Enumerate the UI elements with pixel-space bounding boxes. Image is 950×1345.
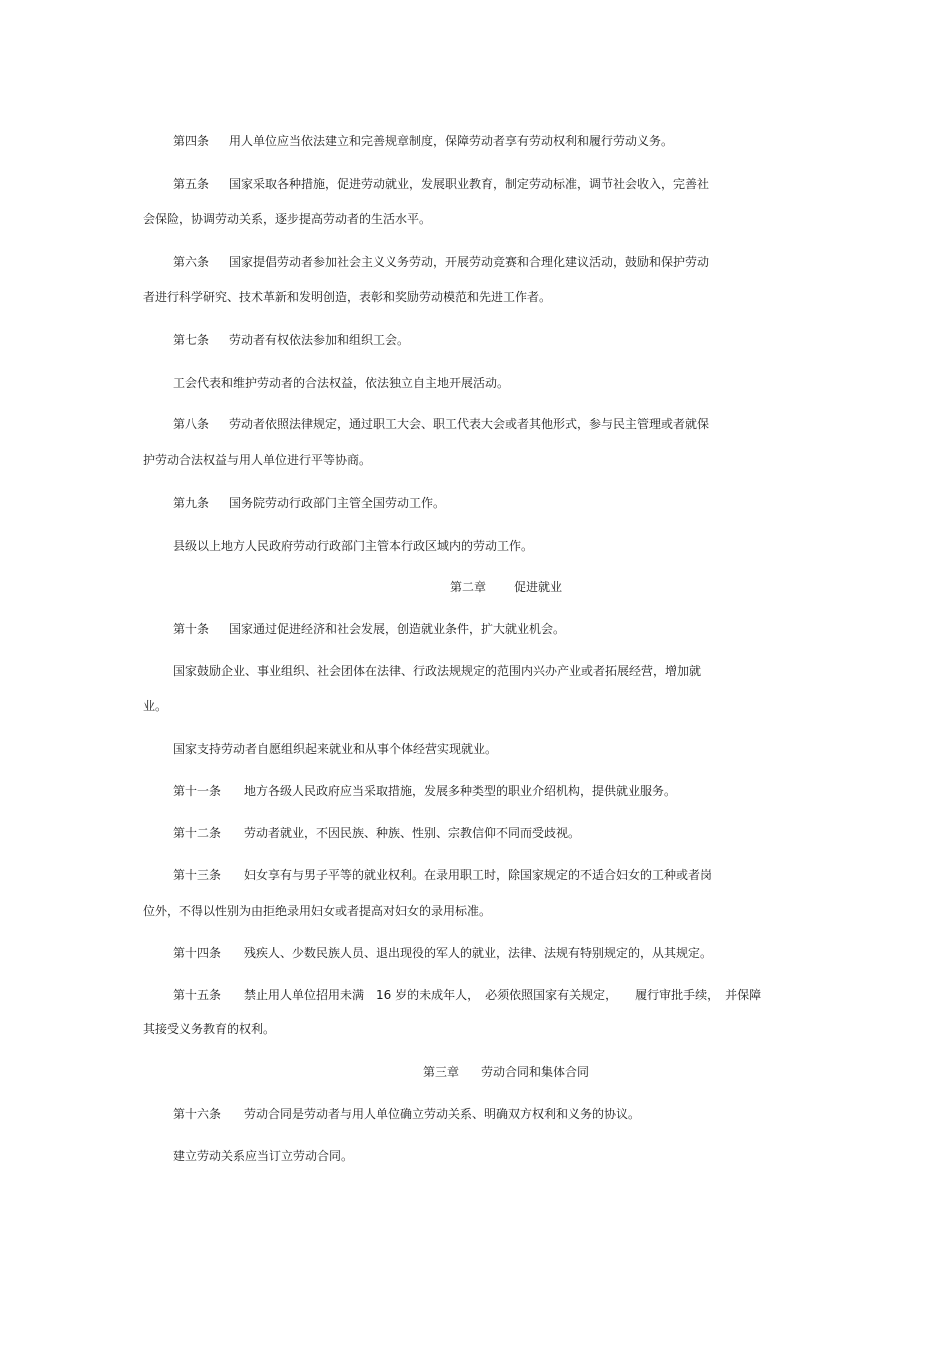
chapter-title: 促进就业 — [514, 580, 563, 594]
paragraph: 国家鼓励企业、事业组织、社会团体在法律、行政法规规定的范围内兴办产业或者拓展经营，增加就 — [173, 664, 702, 678]
article-label: 第十六条 — [173, 1107, 222, 1121]
article-text: 妇女享有与男子平等的就业权利。在录用职工时，除国家规定的不适合妇女的工种或者岗 — [244, 868, 713, 882]
article-label: 第十三条 — [173, 868, 222, 882]
article-label: 第九条 — [173, 496, 210, 510]
article-label: 第七条 — [173, 333, 210, 347]
chapter-heading — [0, 1064, 950, 1080]
article-label: 第八条 — [173, 417, 210, 431]
article-text: 国家采取各种措施，促进劳动就业，发展职业教育，制定劳动标准，调节社会收入，完善社 — [229, 177, 710, 191]
article-5 — [173, 176, 709, 192]
article-13-continuation: 位外，不得以性别为由拒绝录用妇女或者提高对妇女的录用标准。 — [143, 904, 492, 918]
article-6-continuation: 者进行科学研究、技术革新和发明创造，表彰和奖励劳动模范和先进工作者。 — [143, 290, 552, 304]
article-15-continuation: 其接受义务教育的权利。 — [143, 1022, 276, 1036]
article-text: 用人单位应当依法建立和完善规章制度，保障劳动者享有劳动权利和履行劳动义务。 — [229, 134, 674, 148]
article-label: 第六条 — [173, 255, 210, 269]
article-label: 第十一条 — [173, 784, 222, 798]
article-label: 第十四条 — [173, 946, 222, 960]
paragraph: 建立劳动关系应当订立劳动合同。 — [173, 1149, 354, 1163]
article-label: 第十二条 — [173, 826, 222, 840]
article-13 — [173, 867, 712, 883]
article-4 — [173, 133, 673, 149]
paragraph-continuation: 业。 — [143, 699, 168, 713]
article-7 — [173, 332, 409, 348]
article-8 — [173, 416, 709, 432]
article-label: 第十条 — [173, 622, 210, 636]
chapter-number: 第二章 — [449, 580, 486, 594]
article-text: 劳动者依照法律规定，通过职工大会、职工代表大会或者其他形式，参与民主管理或者就保 — [229, 417, 710, 431]
article-14 — [173, 945, 712, 961]
article-11 — [173, 783, 676, 799]
paragraph: 国家支持劳动者自愿组织起来就业和从事个体经营实现就业。 — [173, 742, 498, 756]
article-12 — [173, 825, 580, 841]
article-text: 残疾人、少数民族人员、退出现役的军人的就业，法律、法规有特别规定的，从其规定。 — [244, 946, 713, 960]
article-label: 第五条 — [173, 177, 210, 191]
chapter-heading — [0, 579, 950, 595]
paragraph: 工会代表和维护劳动者的合法权益，依法独立自主地开展活动。 — [173, 376, 510, 390]
article-text: 禁止用人单位招用未满 16 岁的未成年人， 必须依照国家有关规定， 履行审批手续， 并保障 — [244, 988, 762, 1002]
article-text: 劳动者就业，不因民族、种族、性别、宗教信仰不同而受歧视。 — [244, 826, 581, 840]
article-text: 劳动合同是劳动者与用人单位确立劳动关系、明确双方权利和义务的协议。 — [244, 1107, 641, 1121]
article-9 — [173, 495, 445, 511]
article-8-continuation: 护劳动合法权益与用人单位进行平等协商。 — [143, 453, 372, 467]
paragraph: 县级以上地方人民政府劳动行政部门主管本行政区域内的劳动工作。 — [173, 539, 534, 553]
article-5-continuation: 会保险，协调劳动关系，逐步提高劳动者的生活水平。 — [143, 212, 432, 226]
article-label: 第四条 — [173, 134, 210, 148]
article-10 — [173, 621, 565, 637]
article-text: 劳动者有权依法参加和组织工会。 — [229, 333, 410, 347]
article-text: 地方各级人民政府应当采取措施，发展多种类型的职业介绍机构，提供就业服务。 — [244, 784, 677, 798]
article-text: 国务院劳动行政部门主管全国劳动工作。 — [229, 496, 446, 510]
article-label: 第十五条 — [173, 988, 222, 1002]
article-text: 国家通过促进经济和社会发展，创造就业条件，扩大就业机会。 — [229, 622, 566, 636]
article-6 — [173, 254, 709, 270]
article-15 — [173, 987, 761, 1003]
article-16 — [173, 1106, 640, 1122]
chapter-title: 劳动合同和集体合同 — [481, 1065, 590, 1079]
article-text: 国家提倡劳动者参加社会主义义务劳动，开展劳动竞赛和合理化建议活动，鼓励和保护劳动 — [229, 255, 710, 269]
chapter-number: 第三章 — [422, 1065, 459, 1079]
